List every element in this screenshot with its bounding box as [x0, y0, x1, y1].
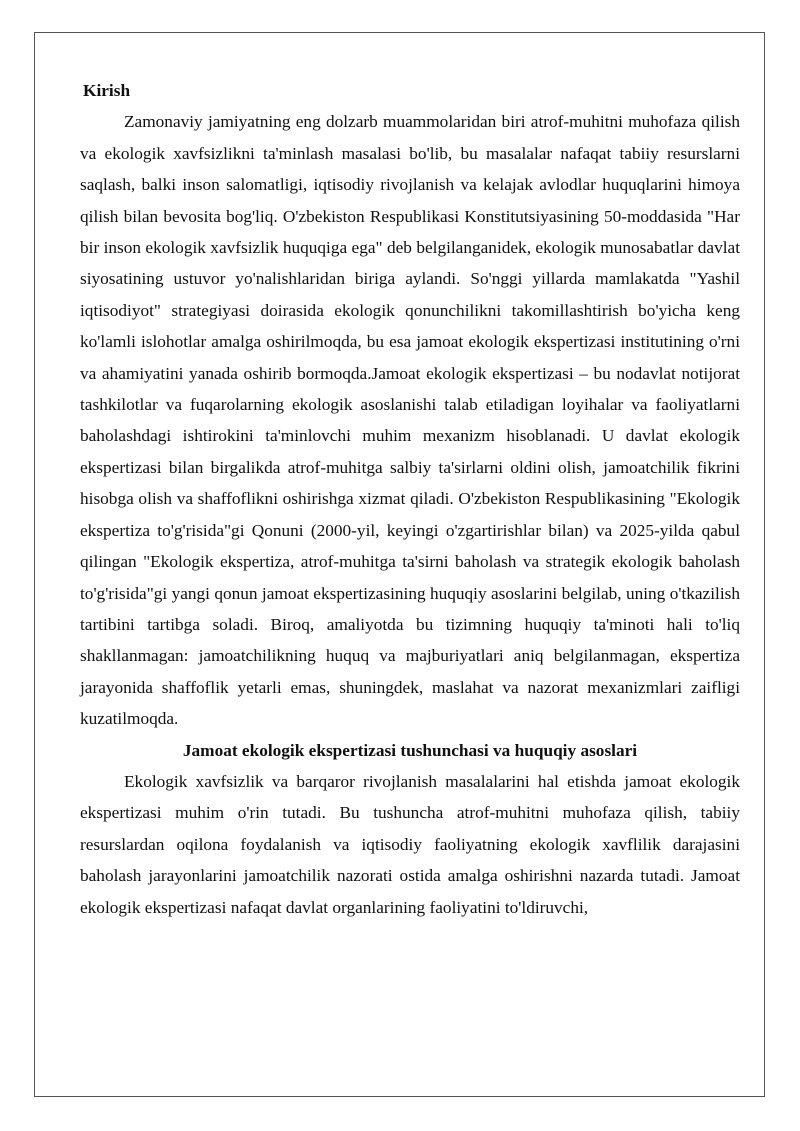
- section-heading: Jamoat ekologik ekspertizasi tushunchasi va huquqiy asoslari: [182, 740, 638, 760]
- section-paragraph: Ekologik xavfsizlik va barqaror rivojlanish masalalarini hal etishda jamoat ekologik ekspertizasi muhim o'rin tutadi. Bu tushuncha atrof-muhitni muhofaza qilish, tabiiy resurslardan oqilona foydalanish va iqtisodiy faoliyatning ekologik xavflilik darajasini baholash jarayonlarini jamoatchilik nazorati ostida amalga oshirishni nazarda tutadi. Jamoat ekologik ekspertizasi nafaqat davlat organlarining faoliyatini to'ldiruvchi,: [80, 771, 740, 917]
- intro-heading: Kirish: [83, 81, 131, 100]
- intro-paragraph: Zamonaviy jamiyatning eng dolzarb muammolaridan biri atrof-muhitni muhofaza qilish va ekologik xavfsizlikni ta'minlash masalasi bo'lib, bu masalalar nafaqat tabiiy resurslarni saqlash, balki inson salomatligi, iqtisodiy rivojlanish va kelajak avlodlar huquqlarini himoya qilish bilan bevosita bog'liq. O'zbekiston Respublikasi Konstitutsiyasining 50-moddasida "Har bir inson ekologik xavfsizlik huquqiga ega" deb belgilanganidek, ekologik munosabatlar davlat siyosatining ustuvor yo'nalishlaridan biriga aylandi. So'nggi yillarda mamlakatda "Yashil iqtisodiyot" strategiyasi doirasida ekologik qonunchilikni takomillashtirish bo'yicha keng ko'lamli islohotlar amalga oshirilmoqda, bu esa jamoat ekologik ekspertizasi institutining o'rni va ahamiyatini yanada oshirib bormoqda.Jamoat ekologik ekspertizasi – bu nodavlat notijorat tashkilotlar va fuqarolarning ekologik asoslanishi talab etiladigan loyihalar va faoliyatlarni baholashdagi ishtirokini ta'minlovchi muhim mexanizm hisoblanadi. U davlat ekologik ekspertizasi bilan birgalikda atrof-muhitga salbiy ta'sirlarni oldini olish, jamoatchilik fikrini hisobga olish va shaffoflikni oshirishga xizmat qiladi. O'zbekiston Respublikasining "Ekologik ekspertiza to'g'risida"gi Qonuni (2000-yil, keyingi o'zgartirishlar bilan) va 2025-yilda qabul qilingan "Ekologik ekspertiza, atrof-muhitga ta'sirni baholash va strategik ekologik baholash to'g'risida"gi yangi qonun jamoat ekspertizasining huquqiy asoslarini belgilab, uning o'tkazilish tartibini tartibga soladi. Biroq, amaliyotda bu tizimning huquqiy ta'minoti hali to'liq shakllanmagan: jamoatchilikning huquq va majburiyatlari aniq belgilanmagan, ekspertiza jarayonida shaffoflik yetarli emas, shuningdek, maslahat va nazorat mexanizmlari zaifligi kuzatilmoqda.: [80, 112, 740, 729]
- document-body: [80, 75, 740, 923]
